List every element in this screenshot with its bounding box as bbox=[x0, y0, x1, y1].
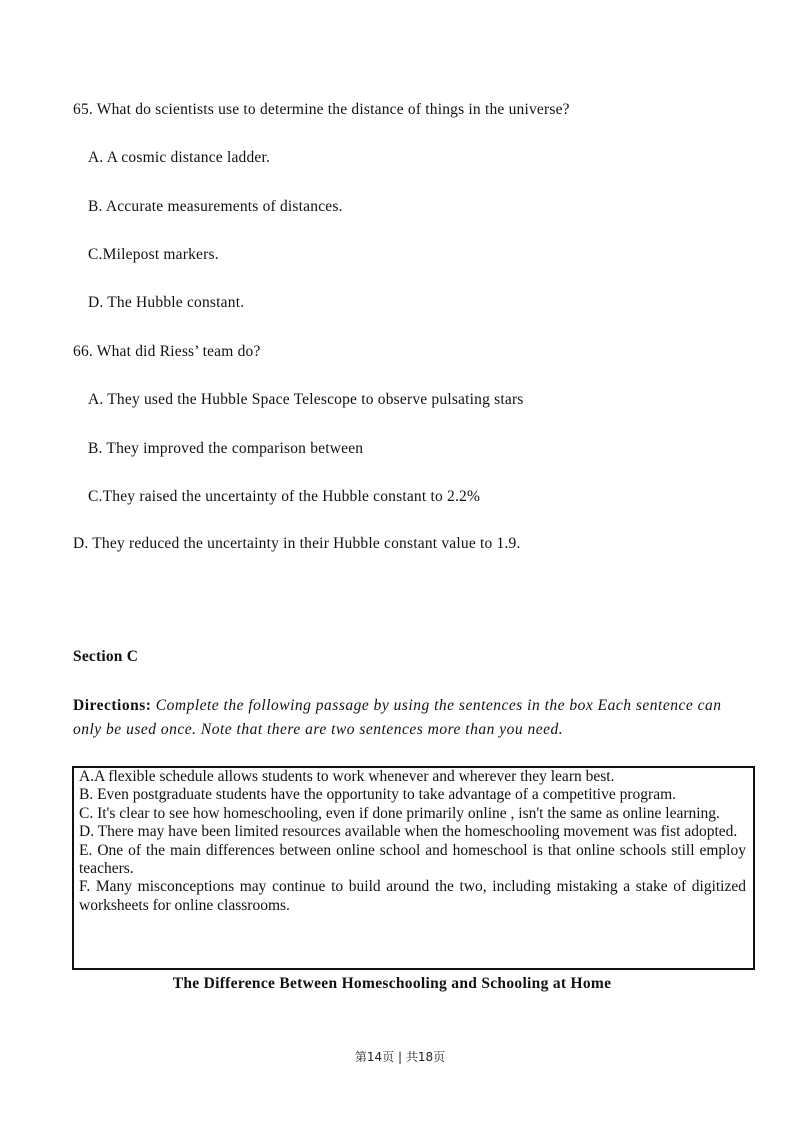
sentence-option-b: B. Even postgraduate students have the opportunity to take advantage of a competitive program. bbox=[79, 786, 677, 804]
sentence-option-a: A.A flexible schedule allows students to work whenever and wherever they learn best. bbox=[79, 768, 615, 785]
question-65-option-a: A. A cosmic distance ladder. bbox=[88, 149, 271, 166]
question-66-option-a: A. They used the Hubble Space Telescope to observe pulsating stars bbox=[88, 391, 524, 408]
sentence-box bbox=[72, 766, 755, 970]
question-65-option-b: B. Accurate measurements of distances. bbox=[88, 198, 343, 215]
question-65-option-c: C.Milepost markers. bbox=[88, 246, 219, 263]
sentence-option-e: E. One of the main differences between online school and homeschool is that online schools still employ teachers. bbox=[79, 841, 746, 878]
sentence-option-c: C. It's clear to see how homeschooling, even if done primarily online , isn't the same as online learning. bbox=[79, 804, 720, 822]
question-65-option-d: D. The Hubble constant. bbox=[88, 294, 245, 311]
passage-title: The Difference Between Homeschooling and Schooling at Home bbox=[172, 975, 612, 992]
sentence-option-d: D. There may have been limited resources available when the homeschooling movement was fist adopted. bbox=[79, 823, 738, 841]
directions-label: Directions: bbox=[73, 697, 152, 714]
directions-text: Complete the following passage by using the sentences in the box Each sentence can only be used once. Note that there are two sentences more than you need. bbox=[73, 697, 722, 738]
question-66-stem: 66. What did Riess’ team do? bbox=[73, 343, 261, 360]
page-footer: 第14页 | 共18页 bbox=[354, 1050, 446, 1064]
question-65-stem: 65. What do scientists use to determine the distance of things in the universe? bbox=[73, 101, 570, 118]
question-66-option-b: B. They improved the comparison between bbox=[88, 440, 364, 457]
question-66-option-c: C.They raised the uncertainty of the Hubble constant to 2.2% bbox=[88, 488, 481, 505]
question-66-option-d: D. They reduced the uncertainty in their Hubble constant value to 1.9. bbox=[73, 535, 521, 552]
directions-paragraph bbox=[73, 694, 733, 742]
sentence-option-f: F. Many misconceptions may continue to build around the two, including mistaking a stake of digitized worksheets for online classrooms. bbox=[79, 878, 746, 914]
section-heading: Section C bbox=[73, 648, 139, 665]
